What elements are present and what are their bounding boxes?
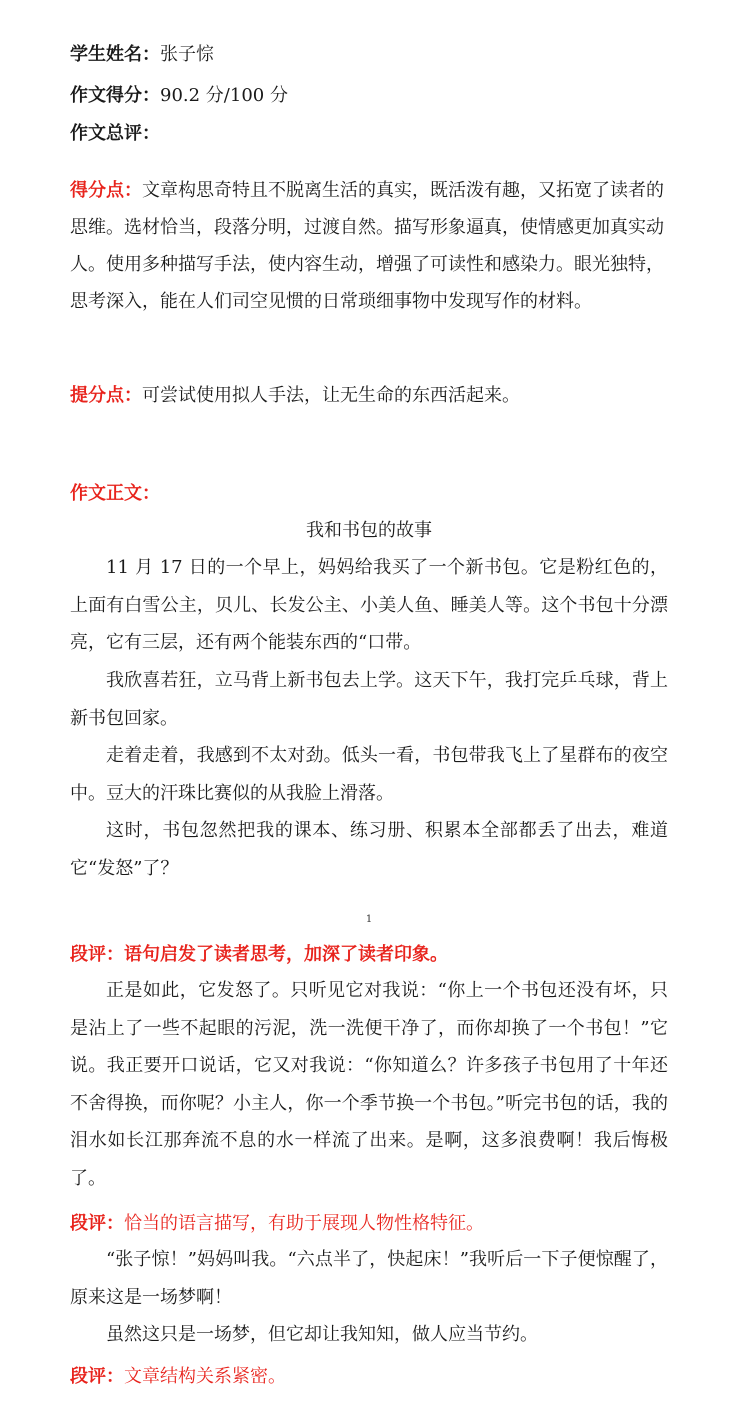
- paragraph-comment-text: 恰当的语言描写，有助于展现人物性格特征。: [124, 1213, 484, 1234]
- improve-block: [70, 377, 668, 414]
- paragraph-comment: [70, 945, 448, 965]
- paragraph-comment-label: 段评：: [70, 1366, 124, 1387]
- strengths-block: [70, 172, 668, 320]
- improve-text: 可尝试使用拟人手法，让无生命的东西活起来。: [142, 385, 520, 406]
- page-number: 1: [365, 914, 373, 925]
- name-value: 张子悰: [160, 44, 214, 65]
- essay-paragraph: 这时，书包忽然把我的课本、练习册、积累本全部都丢了出去，难道它“发怒”了？: [70, 820, 668, 879]
- paragraph-comment-text: 段评：语句启发了读者思考，加深了读者印象。: [70, 944, 448, 965]
- essay-paragraph: 虽然这只是一场梦，但它却让我知知，做人应当节约。: [106, 1324, 538, 1345]
- essay-section-label: 作文正文：: [70, 483, 160, 504]
- paragraph-comment-label: 段评：: [70, 1213, 124, 1234]
- student-name-line: [70, 45, 214, 65]
- strengths-text: 文章构思奇特且不脱离生活的真实，既活泼有趣，又拓宽了读者的思维。选材恰当，段落分明，过渡自然。描写形象逼真，使情感更加真实动人。使用多种描写手法，使内容生动，增强了可读性和感染力。眼光独特，思考深入，能在人们司空见惯的日常琐细事物中发现写作的材料。: [70, 180, 664, 312]
- score-line: [70, 86, 288, 106]
- essay-paragraph: 我欣喜若狂，立马背上新书包去上学。这天下午，我打完乒乓球，背上新书包回家。: [70, 670, 668, 729]
- strengths-label: 得分点：: [70, 180, 142, 201]
- essay-paragraph: 正是如此，它发怒了。只听见它对我说：“你上一个书包还没有坏，只是沾上了一些不起眼的污泥，洗一洗便干净了，而你却换了一个书包！”它说。我正要开口说话，它又对我说：“你知道么？许多孩子书包用了十年还不舍得换，而你呢？小主人，你一个季节换一个书包。”听完书包的话，我的泪水如长江那奔流不息的水一样流了出来。是啊，这多浪费啊！我后悔极了。: [70, 980, 668, 1189]
- essay-paragraph: “张子惊！”妈妈叫我。“六点半了，快起床！”我听后一下子便惊醒了，原来这是一场梦啊！: [70, 1249, 668, 1308]
- paragraph-comment: [70, 1367, 286, 1387]
- paragraph-comment-text: 文章结构关系紧密。: [124, 1366, 286, 1387]
- score-value: 90.2 分/100 分: [160, 85, 288, 106]
- essay-paragraph: 11 月 17 日的一个早上，妈妈给我买了一个新书包。它是粉红色的，上面有白雪公主，贝儿、长发公主、小美人鱼、睡美人等。这个书包十分漂亮，它有三层，还有两个能装东西的“口带。: [70, 557, 668, 653]
- improve-label: 提分点：: [70, 385, 142, 406]
- essay-paragraph: 走着走着，我感到不太对劲。低头一看，书包带我飞上了星群布的夜空中。豆大的汗珠比赛似的从我脸上滑落。: [70, 745, 668, 804]
- name-label: 学生姓名：: [70, 44, 160, 65]
- essay-title: 我和书包的故事: [306, 520, 432, 541]
- score-label: 作文得分：: [70, 85, 160, 106]
- overall-comment-label: 作文总评：: [70, 123, 160, 144]
- paragraph-comment: [70, 1214, 484, 1234]
